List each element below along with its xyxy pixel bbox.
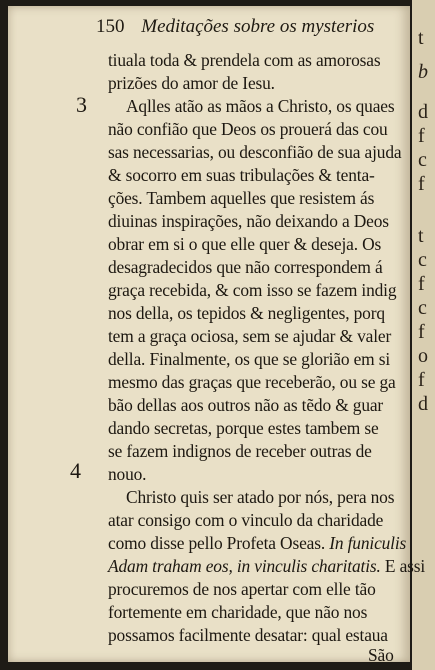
adjacent-fragment: t (418, 225, 424, 247)
text-line: graça recebida, & com isso se fazem indig (108, 280, 397, 300)
running-title: Meditações sobre os mysterios (141, 16, 375, 37)
adjacent-fragment: d (418, 101, 428, 123)
adjacent-fragment: f (418, 273, 425, 295)
paragraph-number: 4 (70, 458, 81, 483)
text-line: possamos facilmente desatar: qual estaua (108, 625, 388, 645)
text-line: Christo quis ser atado por nós, pera nos (126, 487, 395, 507)
text-line: sas necessarias, ou desconfião de sua ajuda (108, 142, 402, 162)
running-header (96, 16, 374, 38)
adjacent-fragment: f (418, 369, 425, 391)
catchword: São (368, 645, 394, 665)
text-line: tem a graça ociosa, sem se ajudar & valer (108, 326, 392, 346)
text-line: mesmo das graças que receberão, ou se ga (108, 372, 396, 392)
text-line: tiuala toda & prendela com as amorosas (108, 50, 381, 70)
adjacent-fragment: f (418, 173, 425, 195)
text-line: prizões do amor de Iesu. (108, 73, 275, 93)
text-line (108, 556, 426, 577)
page-number: 150 (96, 16, 125, 37)
paragraph-number: 3 (76, 92, 87, 117)
adjacent-fragment: t (418, 27, 424, 49)
adjacent-fragment: b (418, 61, 428, 83)
text-line: diuinas inspirações, não deixando a Deos (108, 211, 389, 231)
adjacent-fragment: c (418, 149, 427, 171)
text-line: atar consigo com o vinculo da charidade (108, 510, 384, 530)
text-line: della. Finalmente, os que se glorião em si (108, 349, 391, 369)
text-line: desagradecidos que não correspondem á (108, 257, 383, 277)
adjacent-fragment: c (418, 297, 427, 319)
text-line: fortemente em charidade, que não nos (108, 602, 368, 622)
text-line: se fazem indignos de receber outras de (108, 441, 372, 461)
adjacent-fragment: c (418, 249, 427, 271)
text-line: não confião que Deos os prouerá das cou (108, 119, 388, 139)
adjacent-fragment: d (418, 393, 428, 415)
text-line: procuremos de nos apertar com elle tão (108, 579, 376, 599)
latin-quote: Adam traham eos, in vinculis charitatis. (108, 556, 381, 576)
latin-quote: In funiculis (329, 533, 407, 553)
text-line: obrar em si o que elle quer & deseja. Os (108, 234, 382, 254)
text-run: E assi (380, 556, 426, 576)
text-line: dando secretas, porque estes tambem se (108, 418, 379, 438)
text-line: nos della, os tepidos & negligentes, porq (108, 303, 385, 323)
adjacent-fragment: f (418, 321, 425, 343)
adjacent-fragment: f (418, 125, 425, 147)
text-line: bão dellas aos outros não as tẽdo & guar (108, 395, 384, 415)
text-line: ções. Tambem aquelles que resistem ás (108, 188, 375, 208)
text-line: Aqlles atão as mãos a Christo, os quaes (126, 96, 395, 116)
adjacent-fragment: o (418, 345, 428, 367)
text-line (108, 533, 405, 554)
text-line: & socorro em suas tribulações & tenta- (108, 165, 375, 185)
text-line: nouo. (108, 464, 147, 484)
text-run: como disse pello Profeta Oseas. (108, 533, 330, 553)
